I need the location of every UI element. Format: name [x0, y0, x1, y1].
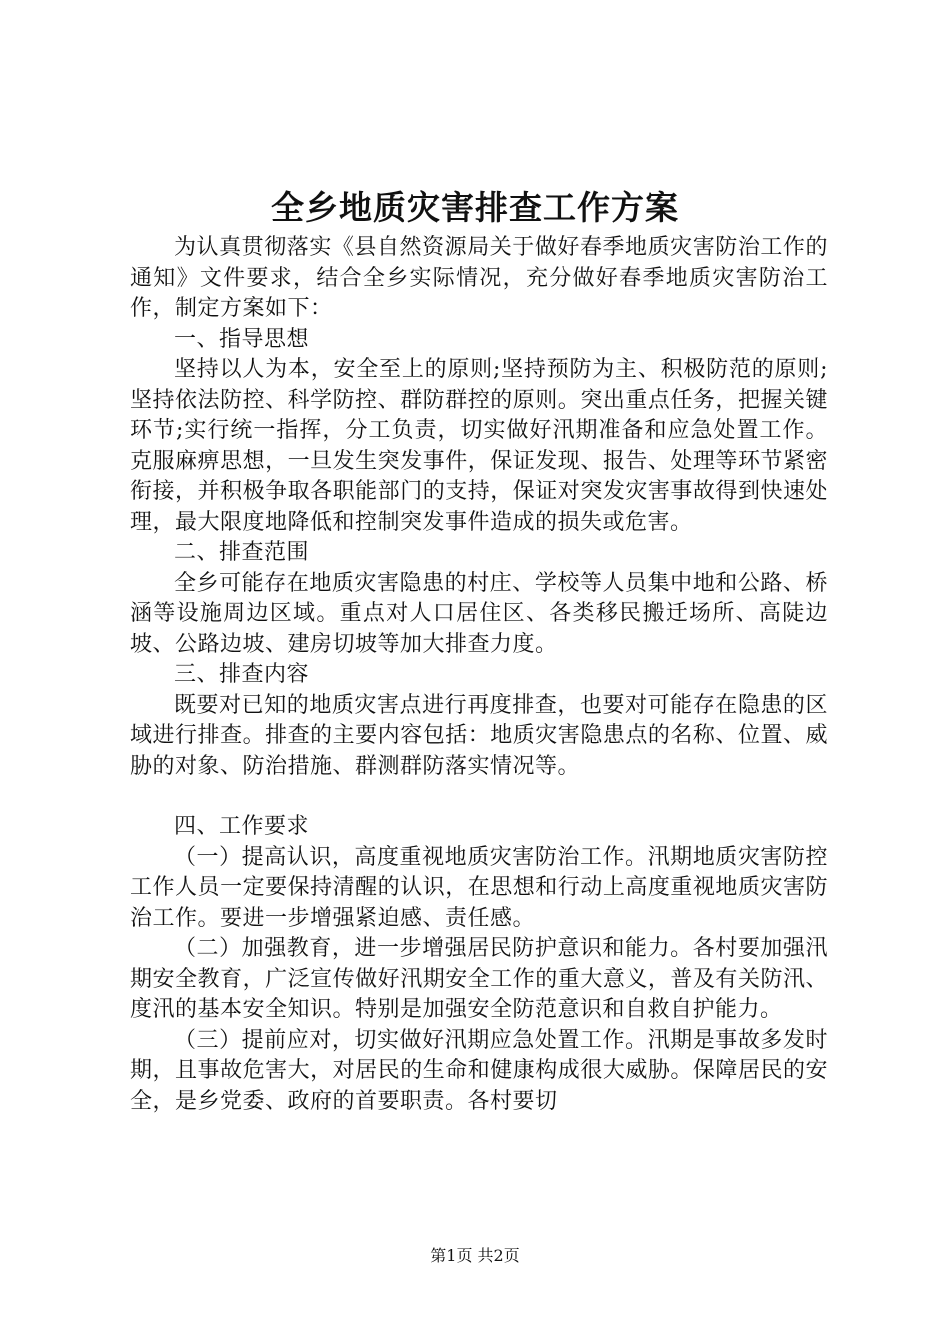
page-footer: 第1页 共2页: [430, 1246, 520, 1265]
section-paragraph: （三）提前应对，切实做好汛期应急处置工作。汛期是事故多发时期，且事故危害大，对居民的生命和健康构成很大威胁。保障居民的安全，是乡党委、政府的首要职责。各村要切: [130, 1027, 828, 1114]
section-heading-scope: 二、排查范围: [174, 540, 310, 565]
document-body: [130, 233, 828, 1117]
intro-paragraph: 为认真贯彻落实《县自然资源局关于做好春季地质灾害防治工作的通知》文件要求，结合全乡实际情况，充分做好春季地质灾害防治工作，制定方案如下：: [130, 235, 828, 321]
section-paragraph: 既要对已知的地质灾害点进行再度排查，也要对可能存在隐患的区域进行排查。排查的主要内容包括：地质灾害隐患点的名称、位置、威胁的对象、防治措施、群测群防落实情况等。: [130, 692, 828, 779]
section-heading-requirements: 四、工作要求: [174, 814, 310, 839]
section-paragraph: （二）加强教育，进一步增强居民防护意识和能力。各村要加强汛期安全教育，广泛宣传做好汛期安全工作的重大意义，普及有关防汛、度汛的基本安全知识。特别是加强安全防范意识和自救自护能力。: [130, 936, 828, 1022]
section-heading-guiding: 一、指导思想: [174, 326, 310, 352]
section-paragraph: 坚持以人为本，安全至上的原则;坚持预防为主、积极防范的原则;坚持依法防控、科学防控、群防群控的原则。突出重点任务，把握关键环节;实行统一指挥，分工负责，切实做好汛期准备和应急处置工作。克服麻痹思想，一旦发生突发事件，保证发现、报告、处理等环节紧密衔接，并积极争取各职能部门的支持，保证对突发灾害事故得到快速处理，最大限度地降低和控制突发事件造成的损失或危害。: [130, 357, 828, 535]
section-paragraph: 全乡可能存在地质灾害隐患的村庄、学校等人员集中地和公路、桥涵等设施周边区域。重点对人口居住区、各类移民搬迁场所、高陡边坡、公路边坡、建房切坡等加大排查力度。: [130, 570, 828, 657]
section-paragraph: （一）提高认识，高度重视地质灾害防治工作。汛期地质灾害防控工作人员一定要保持清醒的认识，在思想和行动上高度重视地质灾害防治工作。要进一步增强紧迫感、责任感。: [130, 844, 828, 931]
section-heading-content: 三、排查内容: [174, 662, 310, 687]
document-title: 全乡地质灾害排查工作方案: [271, 188, 679, 227]
